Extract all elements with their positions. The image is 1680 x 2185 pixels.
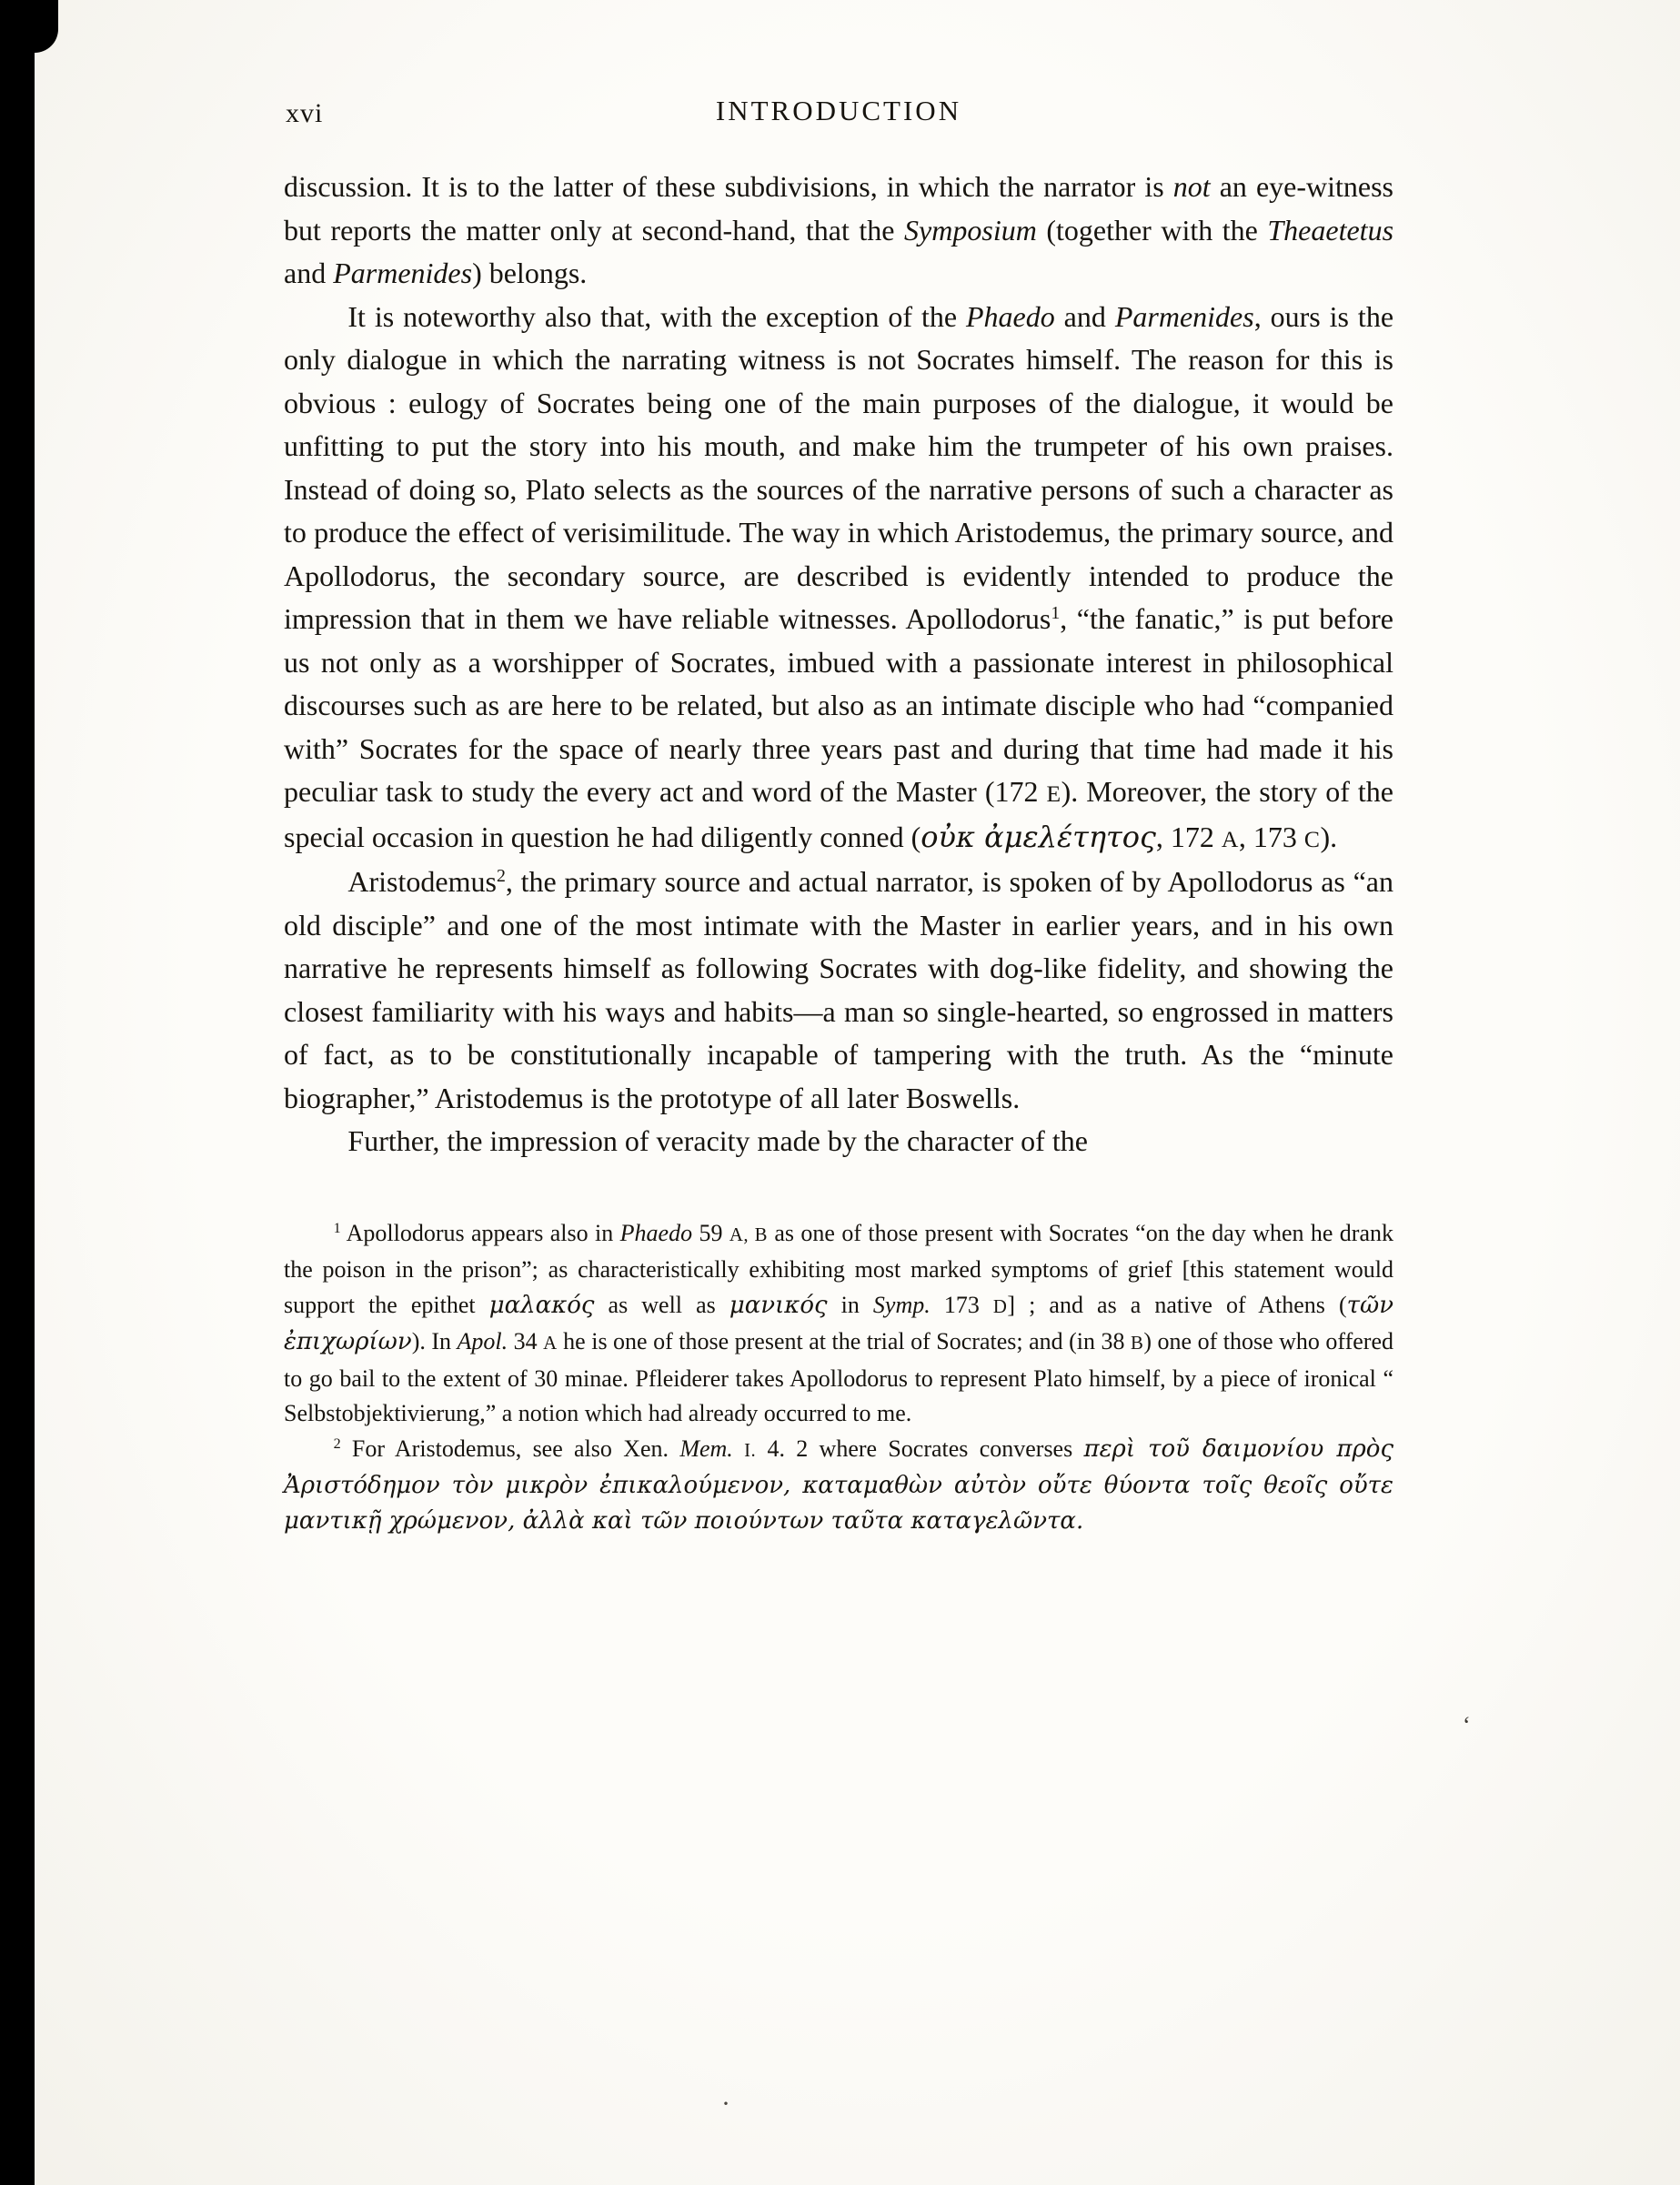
paragraph: Aristodemus$^2$, the primary source and actual narrator, is spoken of by Apollodorus as “an old disciple” and one of the most intimate with the Master in earlier years, and in his own narrative he represents himself as following Socrates with dog-like fidelity, and showing the closest familiarity with his ways and habits—a man so single-hearted, so engrossed in matters of fact, as to be constitutionally incapable of tampering with the truth. As the “minute biographer,” Aristodemus is the prototype of all later Boswells.	[284, 865, 1393, 1114]
book-page	[284, 95, 1393, 1538]
page-header	[284, 95, 1393, 135]
footnote: $^1$ Apollodorus appears also in Phaedo 59 A, B as one of those present with Socrates “on the day when he drank the poison in the prison”; as characteristically exhibiting most marked symptoms of grief [this statement would support the epithet μαλακός as well as μανικός in Symp. 173 D] ; and as a native of Athens (τῶν ἐπιχωρίων). In Apol. 34 A he is one of those present at the trial of Socrates; and (in 38 B) one of those who offered to go bail to the extent of 30 minae. Pfleiderer takes Apollodorus to represent Plato himself, by a piece of ironical “ Selbstobjektivierung,” a notion which had already occurred to me.	[284, 1219, 1394, 1426]
footnotes-section	[284, 1216, 1393, 1539]
scan-dot-artifact: ·	[721, 2089, 730, 2119]
scan-edge-artifact	[0, 0, 35, 2185]
scan-speck-artifact: ʻ	[1463, 1712, 1471, 1738]
scan-corner-artifact	[0, 0, 58, 53]
main-text	[284, 166, 1393, 1163]
paragraph: discussion. It is to the latter of these subdivisions, in which the narrator is not an eye-witness but reports the matter only at second-hand, that the Symposium (together with the Theaetetus and Parmenides) belongs.	[284, 170, 1394, 289]
page-number: xvi	[286, 98, 324, 128]
running-head-title: INTRODUCTION	[715, 95, 962, 126]
footnote: $^2$ For Aristodemus, see also Xen. Mem. I. 4. 2 where Socrates converses περὶ τοῦ δαιμονίου πρὸς Ἀριστόδημον τὸν μικρὸν ἐπικαλούμενον, καταμαθὼν αὐτὸν οὔτε θύοντα τοῖς θεοῖς οὔτε μαντικῇ χρώμενον, ἀλλὰ καὶ τῶν ποιούντων ταῦτα καταγελῶντα.	[284, 1435, 1393, 1535]
paragraph: It is noteworthy also that, with the exception of the Phaedo and Parmenides, ours is the only dialogue in which the narrating witness is not Socrates himself. The reason for this is obvious : eulogy of Socrates being one of the main purposes of the dialogue, it would be unfitting to put the story into his mouth, and make him the trumpeter of his own praises. Instead of doing so, Plato selects as the sources of the narrative persons of such a character as to produce the effect of verisimilitude. The way in which Aristodemus, the primary source, and Apollodorus, the secondary source, are described is evidently intended to produce the impression that in them we have reliable witnesses. Apollodorus$^1$, “the fanatic,” is put before us not only as a worshipper of Socrates, imbued with a passionate interest in philosophical discourses such as are here to be related, but also as an intimate disciple who had “companied with” Socrates for the space of nearly three years past and during that time had made it his peculiar task to study the every act and word of the Master (172 E). Moreover, the story of the special occasion in question he had diligently conned (οὐκ ἀμελέτητος, 172 A, 173 C).	[284, 299, 1394, 854]
paragraph: Further, the impression of veracity made by the character of the	[347, 1124, 1088, 1157]
